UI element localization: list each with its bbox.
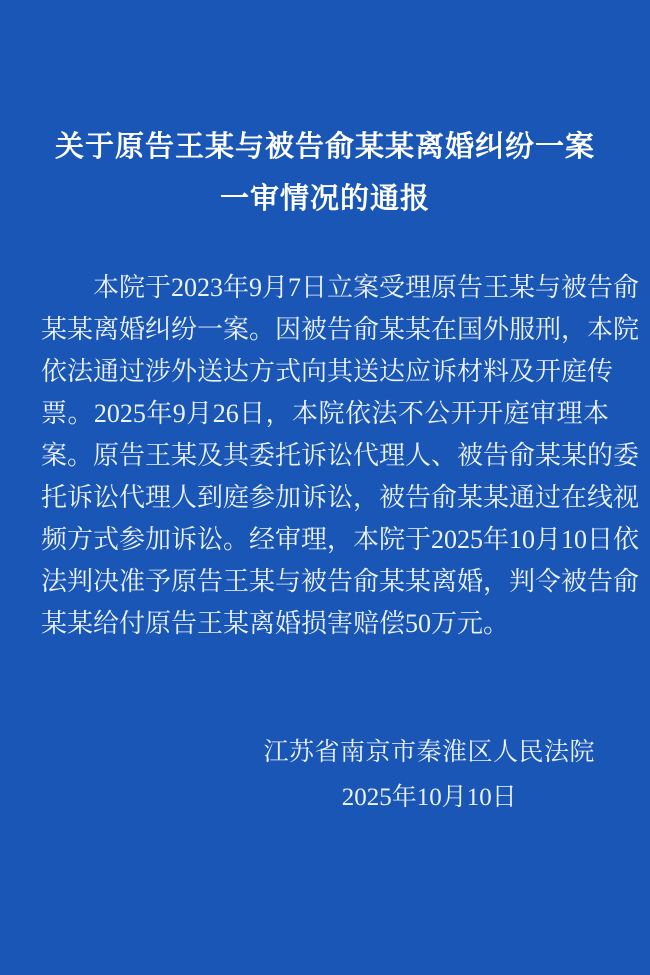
notice-body xyxy=(41,267,640,645)
body-line: 托诉讼代理人到庭参加诉讼，被告俞某某通过在线视 xyxy=(41,483,640,512)
body-line: 某某离婚纠纷一案。因被告俞某某在国外服刑，本院 xyxy=(41,315,640,344)
court-name: 江苏省南京市秦淮区人民法院 xyxy=(263,739,595,766)
body-line: 法判决准予原告王某与被告俞某某离婚，判令被告俞 xyxy=(41,567,640,596)
body-line: 依法通过涉外送达方式向其送达应诉材料及开庭传 xyxy=(41,357,614,386)
body-line: 票。2025年9月26日，本院依法不公开开庭审理本 xyxy=(41,399,609,428)
notice-title-line-2: 一审情况的通报 xyxy=(219,183,430,215)
body-line: 案。原告王某及其委托诉讼代理人、被告俞某某的委 xyxy=(41,441,640,470)
notice-date: 2025年10月10日 xyxy=(341,784,517,811)
body-line: 某某给付原告王某离婚损害赔偿50万元。 xyxy=(41,609,510,638)
signature-inner xyxy=(263,730,595,820)
body-line: 本院于2023年9月7日立案受理原告王某与被告俞 xyxy=(93,273,640,302)
notice-title-line-1: 关于原告王某与被告俞某某离婚纠纷一案 xyxy=(54,131,595,163)
signature-block xyxy=(0,730,650,820)
body-line: 频方式参加诉讼。经审理，本院于2025年10月10日依 xyxy=(41,525,640,554)
notice-title xyxy=(0,121,650,225)
